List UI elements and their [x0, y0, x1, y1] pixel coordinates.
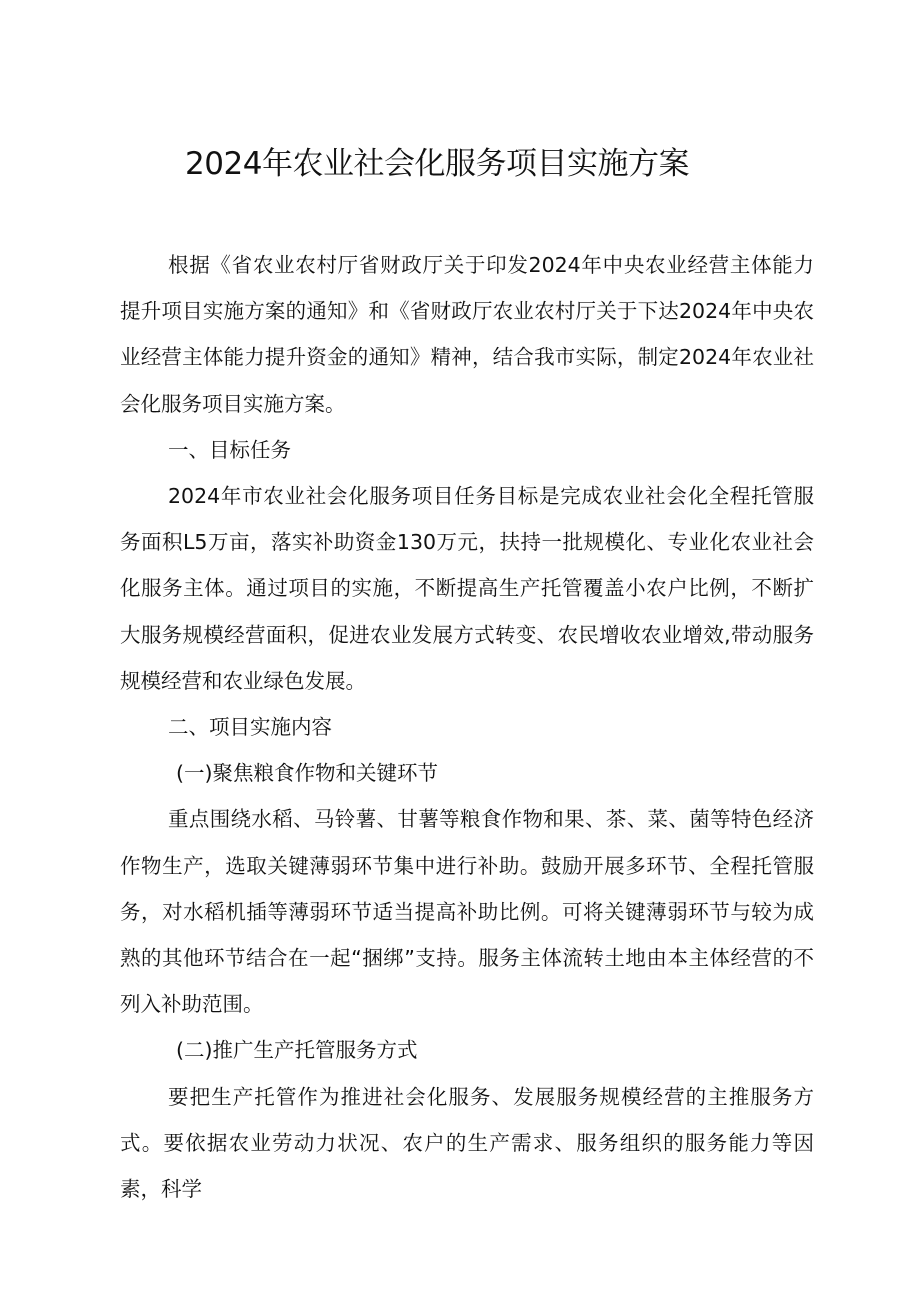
subsection-1-paragraph: 重点围绕水稻、马铃薯、甘薯等粮食作物和果、茶、菜、菌等特色经济作物生产，选取关键薄弱环节集中进行补助。鼓励开展多环节、全程托管服务，对水稻机插等薄弱环节适当提高补助比例。可将关键薄弱环节与较为成熟的其他环节结合在一起“捆绑”支持。服务主体流转土地由本主体经营的不列入补助范围。	[120, 807, 814, 1017]
subsection-heading-1: (一)聚焦粮食作物和关键环节	[176, 761, 438, 786]
subsection-2-paragraph: 要把生产托管作为推进社会化服务、发展服务规模经营的主推服务方式。要依据农业劳动力状况、农户的生产需求、服务组织的服务能力等因素，科学	[120, 1084, 814, 1202]
section-heading-content: 二、项目实施内容	[168, 715, 332, 740]
goals-paragraph: 2024年市农业社会化服务项目任务目标是完成农业社会化全程托管服务面积L5万亩，落实补助资金130万元，扶持一批规模化、专业化农业社会化服务主体。通过项目的实施，不断提高生产托管覆盖小农户比例，不断扩大服务规模经营面积，促进农业发展方式转变、农民增收农业增效,带动服务规模经营和农业绿色发展。	[120, 484, 814, 693]
document-body	[120, 242, 814, 1212]
subsection-heading-2: (二)推广生产托管服务方式	[176, 1038, 418, 1063]
document-title: 2024年农业社会化服务项目实施方案	[185, 146, 689, 182]
intro-paragraph: 根据《省农业农村厅省财政厅关于印发2024年中央农业经营主体能力提升项目实施方案的通知》和《省财政厅农业农村厅关于下达2024年中央农业经营主体能力提升资金的通知》精神，结合我市实际，制定2024年农业社会化服务项目实施方案。	[120, 253, 814, 416]
section-heading-goals: 一、目标任务	[168, 437, 291, 462]
